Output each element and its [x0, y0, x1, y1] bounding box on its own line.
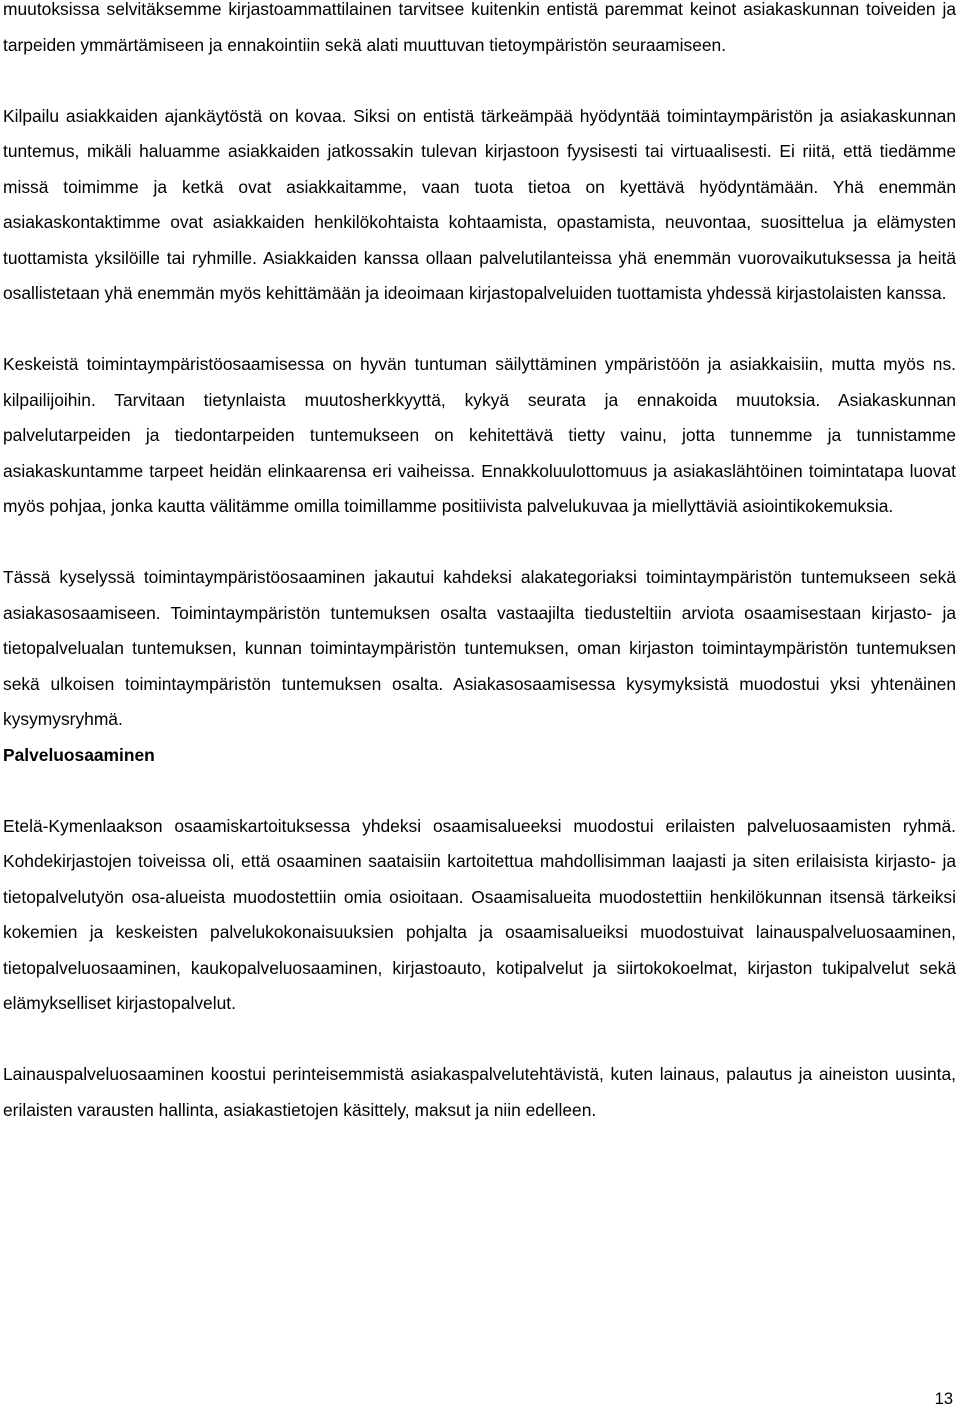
section-paragraph-1: Etelä-Kymenlaakson osaamiskartoituksessa yhdeksi osaamisalueeksi muodostui erilaisten palveluosaamisten ryhmä. Kohdekirjastojen toiveissa oli, että osaaminen saataisiin kartoitettua mahdollisimman laajasti ja siten erilaisista kirjasto- ja tietopalvelutyön osa-alueista muodostettiin omia osioitaan. Osaamisalueita muodostettiin henkilökunnan itsensä tärkeiksi kokemien ja keskeisten palvelukokonaisuuksien pohjalta ja osaamisalueiksi muodostuivat lainauspalveluosaaminen, tietopalveluosaaminen, kaukopalveluosaaminen, kirjastoauto, kotipalvelut ja siirtokokoelmat, kirjaston tukipalvelut sekä elämykselliset kirjastopalvelut. [3, 815, 956, 1013]
body-paragraph-3: Keskeistä toimintaympäristöosaamisessa on hyvän tuntuman säilyttäminen ympäristöön ja asiakkaisiin, mutta myös ns. kilpailijoihin. Tarvitaan tietynlaista muutosherkkyyttä, kykyä seurata ja ennakoida muutoksia. Asiakaskunnan palvelutarpeiden ja tiedontarpeiden tuntemukseen on kehitettävä tietty vainu, jotta tunnemme ja tunnistamme asiakaskuntamme tarpeet heidän elinkaarensa eri vaiheissa. Ennakkoluulottomuus ja asiakaslähtöinen toimintatapa luovat myös pohjaa, jonka kautta välitämme omilla toimillamme positiivista palvelukuvaa ja miellyttäviä asiointikokemuksia. [3, 354, 956, 516]
page-number: 13 [934, 1390, 953, 1408]
document-page [3, 0, 956, 1128]
body-paragraph-2: Kilpailu asiakkaiden ajankäytöstä on kovaa. Siksi on entistä tärkeämpää hyödyntää toimintaympäristön ja asiakaskunnan tuntemus, mikäli haluamme asiakkaiden jatkossakin tulevan kirjastoon fyysisesti tai virtuaalisesti. Ei riitä, että tiedämme missä toimimme ja ketkä ovat asiakkaitamme, vaan tuota tietoa on kyettävä hyödyntämään. Yhä enemmän asiakaskontaktimme ovat asiakkaiden henkilökohtaista kohtaamista, opastamista, neuvontaa, suosittelua ja elämysten tuottamista yksilöille tai ryhmille. Asiakkaiden kanssa ollaan palvelutilanteissa yhä enemmän vuorovaikutuksessa ja heitä osallistetaan yhä enemmän myös kehittämään ja ideoimaan kirjastopalveluiden tuottamista yhdessä kirjastolaisten kanssa. [3, 105, 956, 303]
section-heading: Palveluosaaminen [3, 744, 155, 765]
body-paragraph-4: Tässä kyselyssä toimintaympäristöosaaminen jakautui kahdeksi alakategoriaksi toimintaympäristön tuntemukseen sekä asiakasosaamiseen. Toimintaympäristön tuntemuksen osalta vastaajilta tiedusteltiin arviota osaamisestaan kirjasto- ja tietopalvelualan tuntemuksen, kunnan toimintaympäristön tuntemuksen, oman kirjaston toimintaympäristön tuntemuksen sekä ulkoisen toimintaympäristön tuntemuksen osalta. Asiakasosaamisessa kysymyksistä muodostui yksi yhtenäinen kysymysryhmä. [3, 567, 956, 729]
section-paragraph-2: Lainauspalveluosaaminen koostui perinteisemmistä asiakaspalvelutehtävistä, kuten lainaus, palautus ja aineiston uusinta, erilaisten varausten hallinta, asiakastietojen käsittely, maksut ja niin edelleen. [3, 1064, 956, 1120]
body-paragraph-1: muutoksissa selvitäksemme kirjastoammattilainen tarvitsee kuitenkin entistä paremmat keinot asiakaskunnan toiveiden ja tarpeiden ymmärtämiseen ja ennakointiin sekä alati muuttuvan tietoympäristön seuraamiseen. [3, 0, 956, 55]
